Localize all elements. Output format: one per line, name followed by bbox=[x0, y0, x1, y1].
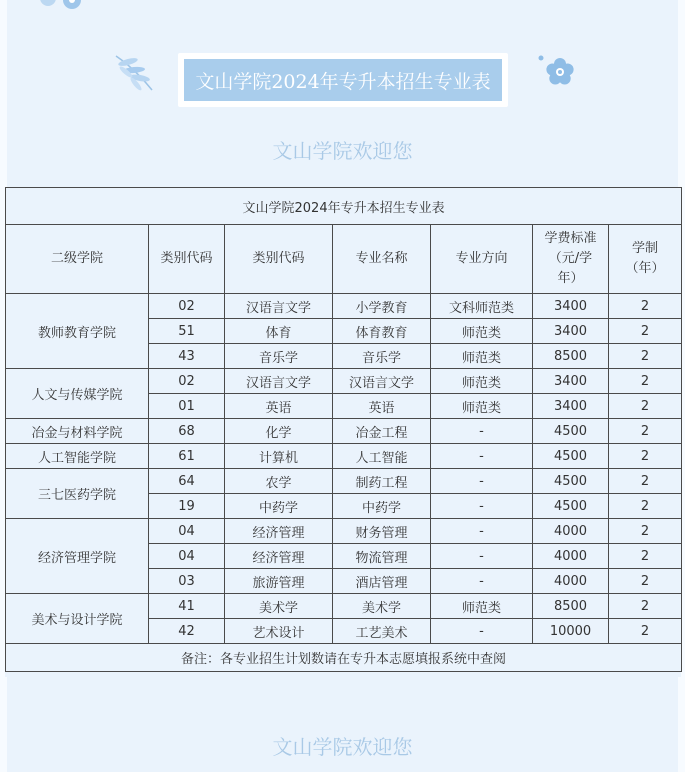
major-cell: 冶金工程 bbox=[333, 419, 431, 444]
college-cell: 教师教育学院 bbox=[6, 294, 149, 369]
table-row bbox=[6, 369, 682, 394]
category-code-cell: 43 bbox=[149, 344, 225, 369]
category-name-cell: 英语 bbox=[225, 394, 333, 419]
years-cell: 2 bbox=[609, 419, 682, 444]
admissions-table-container bbox=[5, 187, 681, 677]
welcome-heading-bottom: 文山学院欢迎您 bbox=[272, 735, 413, 759]
major-cell: 英语 bbox=[333, 394, 431, 419]
category-code-cell: 02 bbox=[149, 369, 225, 394]
college-cell: 美术与设计学院 bbox=[6, 594, 149, 644]
table-header-row bbox=[6, 225, 682, 294]
table-row bbox=[6, 419, 682, 444]
direction-cell: 师范类 bbox=[431, 594, 533, 619]
fee-cell: 3400 bbox=[533, 319, 609, 344]
direction-cell: - bbox=[431, 444, 533, 469]
welcome-heading-top: 文山学院欢迎您 bbox=[272, 139, 413, 163]
major-cell: 音乐学 bbox=[333, 344, 431, 369]
category-name-cell: 音乐学 bbox=[225, 344, 333, 369]
flower-icon bbox=[538, 52, 578, 88]
major-cell: 体育教育 bbox=[333, 319, 431, 344]
leaf-decoration-icon bbox=[112, 50, 162, 96]
major-cell: 美术学 bbox=[333, 594, 431, 619]
fee-cell: 8500 bbox=[533, 594, 609, 619]
category-name-cell: 体育 bbox=[225, 319, 333, 344]
years-cell: 2 bbox=[609, 519, 682, 544]
table-row bbox=[6, 294, 682, 319]
header-college: 二级学院 bbox=[6, 225, 149, 294]
major-cell: 制药工程 bbox=[333, 469, 431, 494]
college-cell: 三七医药学院 bbox=[6, 469, 149, 519]
years-cell: 2 bbox=[609, 394, 682, 419]
fee-cell: 4500 bbox=[533, 469, 609, 494]
college-cell: 经济管理学院 bbox=[6, 519, 149, 594]
direction-cell: - bbox=[431, 494, 533, 519]
college-cell: 人文与传媒学院 bbox=[6, 369, 149, 419]
category-name-cell: 艺术设计 bbox=[225, 619, 333, 644]
category-code-cell: 61 bbox=[149, 444, 225, 469]
category-name-cell: 汉语言文学 bbox=[225, 294, 333, 319]
category-code-cell: 64 bbox=[149, 469, 225, 494]
fee-cell: 4500 bbox=[533, 494, 609, 519]
major-cell: 酒店管理 bbox=[333, 569, 431, 594]
fee-cell: 4000 bbox=[533, 544, 609, 569]
category-name-cell: 美术学 bbox=[225, 594, 333, 619]
direction-cell: 文科师范类 bbox=[431, 294, 533, 319]
fee-cell: 3400 bbox=[533, 394, 609, 419]
table-note-row bbox=[6, 644, 682, 672]
major-cell: 财务管理 bbox=[333, 519, 431, 544]
title-banner bbox=[178, 53, 508, 107]
years-cell: 2 bbox=[609, 444, 682, 469]
page-title: 文山学院2024年专升本招生专业表 bbox=[184, 59, 502, 101]
years-cell: 2 bbox=[609, 619, 682, 644]
years-cell: 2 bbox=[609, 544, 682, 569]
table-row bbox=[6, 519, 682, 544]
category-code-cell: 04 bbox=[149, 544, 225, 569]
category-name-cell: 化学 bbox=[225, 419, 333, 444]
major-cell: 汉语言文学 bbox=[333, 369, 431, 394]
college-cell: 冶金与材料学院 bbox=[6, 419, 149, 444]
category-name-cell: 农学 bbox=[225, 469, 333, 494]
years-cell: 2 bbox=[609, 344, 682, 369]
major-cell: 工艺美术 bbox=[333, 619, 431, 644]
direction-cell: - bbox=[431, 469, 533, 494]
header-years: 学制（年） bbox=[609, 225, 682, 294]
category-name-cell: 计算机 bbox=[225, 444, 333, 469]
direction-cell: 师范类 bbox=[431, 344, 533, 369]
direction-cell: 师范类 bbox=[431, 319, 533, 344]
admissions-table bbox=[5, 187, 682, 672]
direction-cell: - bbox=[431, 569, 533, 594]
major-cell: 中药学 bbox=[333, 494, 431, 519]
table-note: 备注：各专业招生计划数请在专升本志愿填报系统中查阅 bbox=[6, 644, 682, 672]
college-cell: 人工智能学院 bbox=[6, 444, 149, 469]
direction-cell: - bbox=[431, 544, 533, 569]
category-code-cell: 42 bbox=[149, 619, 225, 644]
direction-cell: - bbox=[431, 419, 533, 444]
category-name-cell: 旅游管理 bbox=[225, 569, 333, 594]
table-caption: 文山学院2024年专升本招生专业表 bbox=[6, 188, 682, 225]
header-fee: 学费标准（元/学年） bbox=[533, 225, 609, 294]
direction-cell: - bbox=[431, 619, 533, 644]
category-name-cell: 汉语言文学 bbox=[225, 369, 333, 394]
header-category-code: 类别代码 bbox=[149, 225, 225, 294]
flower-decoration-icon bbox=[38, 0, 94, 14]
years-cell: 2 bbox=[609, 594, 682, 619]
table-row bbox=[6, 444, 682, 469]
years-cell: 2 bbox=[609, 469, 682, 494]
fee-cell: 4000 bbox=[533, 569, 609, 594]
category-code-cell: 02 bbox=[149, 294, 225, 319]
years-cell: 2 bbox=[609, 294, 682, 319]
fee-cell: 4000 bbox=[533, 519, 609, 544]
direction-cell: 师范类 bbox=[431, 394, 533, 419]
category-code-cell: 19 bbox=[149, 494, 225, 519]
years-cell: 2 bbox=[609, 569, 682, 594]
category-code-cell: 41 bbox=[149, 594, 225, 619]
category-code-cell: 03 bbox=[149, 569, 225, 594]
header-major: 专业名称 bbox=[333, 225, 431, 294]
fee-cell: 3400 bbox=[533, 369, 609, 394]
fee-cell: 4500 bbox=[533, 419, 609, 444]
major-cell: 人工智能 bbox=[333, 444, 431, 469]
years-cell: 2 bbox=[609, 369, 682, 394]
category-name-cell: 经济管理 bbox=[225, 544, 333, 569]
table-row bbox=[6, 469, 682, 494]
table-row bbox=[6, 594, 682, 619]
category-code-cell: 04 bbox=[149, 519, 225, 544]
fee-cell: 3400 bbox=[533, 294, 609, 319]
header-category-name: 类别代码 bbox=[225, 225, 333, 294]
category-name-cell: 中药学 bbox=[225, 494, 333, 519]
fee-cell: 8500 bbox=[533, 344, 609, 369]
major-cell: 物流管理 bbox=[333, 544, 431, 569]
category-code-cell: 68 bbox=[149, 419, 225, 444]
category-name-cell: 经济管理 bbox=[225, 519, 333, 544]
direction-cell: 师范类 bbox=[431, 369, 533, 394]
category-code-cell: 01 bbox=[149, 394, 225, 419]
direction-cell: - bbox=[431, 519, 533, 544]
fee-cell: 10000 bbox=[533, 619, 609, 644]
years-cell: 2 bbox=[609, 494, 682, 519]
category-code-cell: 51 bbox=[149, 319, 225, 344]
fee-cell: 4500 bbox=[533, 444, 609, 469]
years-cell: 2 bbox=[609, 319, 682, 344]
header-direction: 专业方向 bbox=[431, 225, 533, 294]
table-caption-row bbox=[6, 188, 682, 225]
major-cell: 小学教育 bbox=[333, 294, 431, 319]
